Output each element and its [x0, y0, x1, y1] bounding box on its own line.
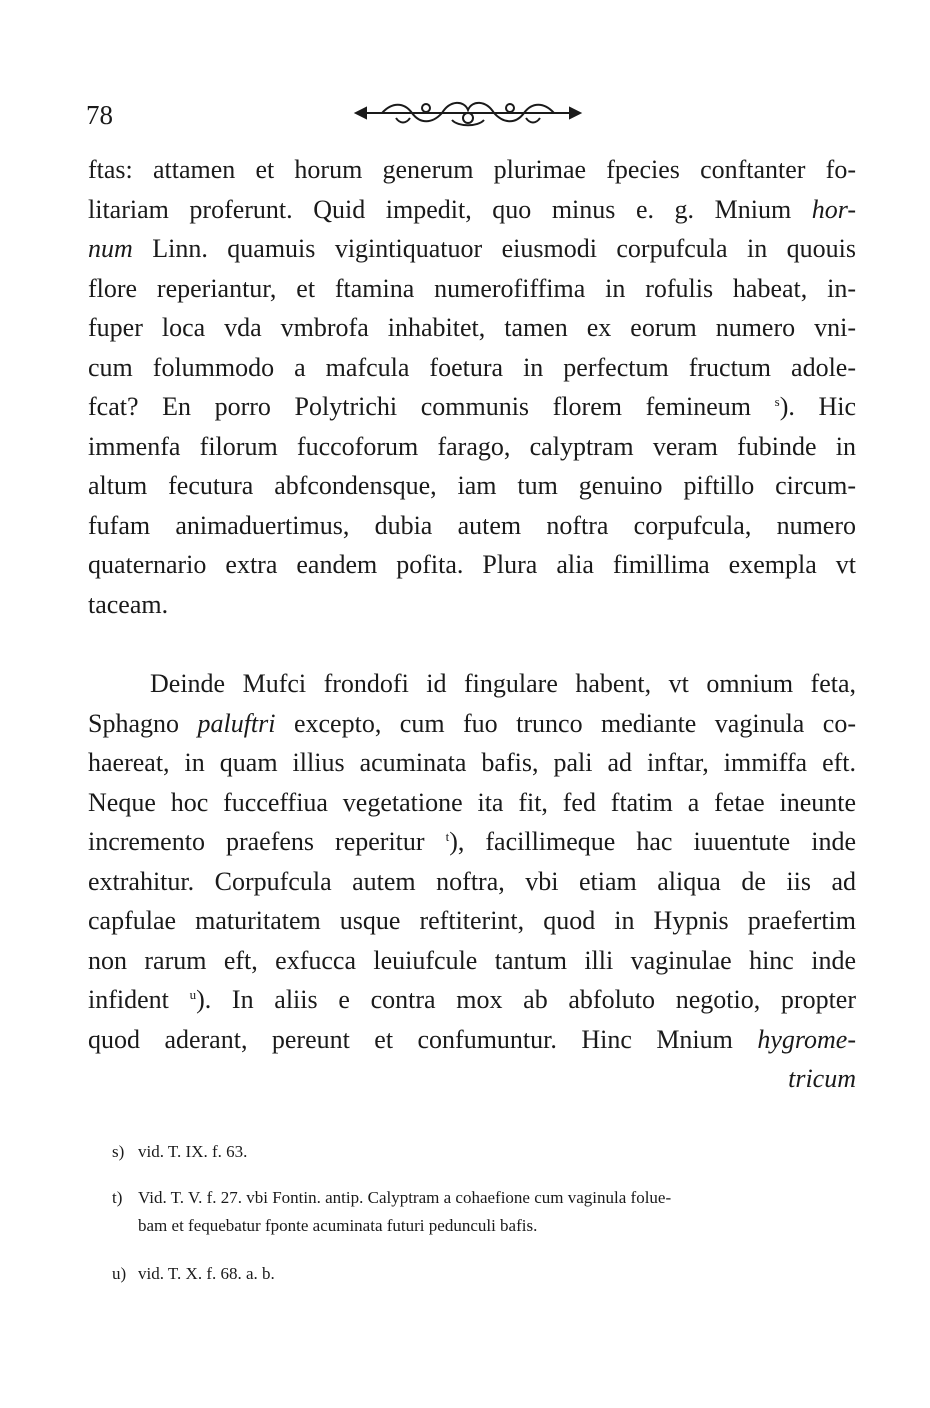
text-line: num Linn. quamuis vigintiquatuor eiusmodi corpufcula in quouis — [88, 234, 856, 263]
footnote-u — [112, 1260, 856, 1288]
paragraph-2 — [88, 664, 856, 1099]
text-line: fcat? En porro Polytrichi communis florem femineum $^s$). Hic — [88, 392, 857, 421]
text-line: fuper loca vda vmbrofa inhabitet, tamen ex eorum numero vni- — [88, 313, 856, 342]
text-line: altum fecutura abfcondensque, iam tum genuino piftillo circum- — [88, 471, 856, 500]
footnote-s — [112, 1138, 856, 1166]
text-line: cum folummodo a mafcula foetura in perfectum fructum adole- — [88, 352, 856, 382]
text-line: ftas: attamen et horum generum plurimae fpecies conftanter fo- — [88, 155, 856, 184]
text-line: quod aderant, pereunt et confumuntur. Hinc Mnium hygrome- — [88, 1024, 856, 1054]
text-line: capfulae maturitatem usque reftiterint, quod in Hypnis praefertim — [88, 906, 856, 935]
footnote-ref: u — [189, 987, 197, 1002]
footnote-ref: s — [774, 394, 780, 409]
text-line: Neque hoc fucceffiua vegetatione ita fit, fed ftatim a fetae ineunte — [88, 787, 856, 817]
footnote-mark: t) — [112, 1188, 123, 1207]
text-line: haereat, in quam illius acuminata bafis, pali ad inftar, immiffa eft. — [88, 748, 856, 777]
footnote-t — [112, 1184, 856, 1212]
text-line: litariam proferunt. Quid impedit, quo minus e. g. Mnium hor- — [88, 194, 856, 224]
text-line: incremento praefens reperitur $^t$), facillimeque hac iuuentute inde — [88, 827, 856, 856]
footnote-mark: u) — [112, 1264, 127, 1283]
text-line: quaternario extra eandem pofita. Plura alia fimillima exempla vt — [88, 550, 856, 579]
text-line: taceam. — [88, 589, 169, 619]
footnote-text: vid. T. IX. f. 63. — [138, 1142, 248, 1161]
paragraph-1 — [88, 150, 856, 624]
page-number: 78 — [86, 100, 113, 130]
text-line: Sphagno paluftri excepto, cum fuo trunco mediante vaginula co- — [88, 708, 856, 738]
text-line: immenfa filorum fuccoforum farago, calyptram veram fubinde in — [88, 431, 856, 461]
text-line: flore reperiantur, et ftamina numerofiffima in rofulis habeat, in- — [88, 273, 856, 303]
text-line: non rarum eft, exfucca leuiufcule tantum illi vaginulae hinc inde — [88, 945, 856, 975]
catchword: tricum — [788, 1064, 856, 1093]
text-line: fufam animaduertimus, dubia autem noftra corpufcula, numero — [88, 510, 856, 540]
footnote-text: Vid. T. V. f. 27. vbi Fontin. antip. Calyptram a cohaefione cum vaginula folue- — [138, 1188, 672, 1207]
footnote-text: vid. T. X. f. 68. a. b. — [138, 1264, 275, 1283]
text-line: Deinde Mufci frondofi id fingulare habent, vt omnium feta, — [150, 669, 856, 698]
footnote-t-continuation: bam et fequebatur fponte acuminata futuri pedunculi bafis. — [138, 1216, 538, 1235]
footnotes — [112, 1138, 856, 1288]
footnote-ref: t — [445, 829, 450, 844]
text-line: extrahitur. Corpufcula autem noftra, vbi etiam aliqua de iis ad — [88, 866, 856, 896]
footnote-mark: s) — [112, 1142, 125, 1161]
text-line: infident $^u$). In aliis e contra mox ab abfoluto negotio, propter — [88, 985, 857, 1014]
header-ornament-icon — [352, 96, 584, 130]
